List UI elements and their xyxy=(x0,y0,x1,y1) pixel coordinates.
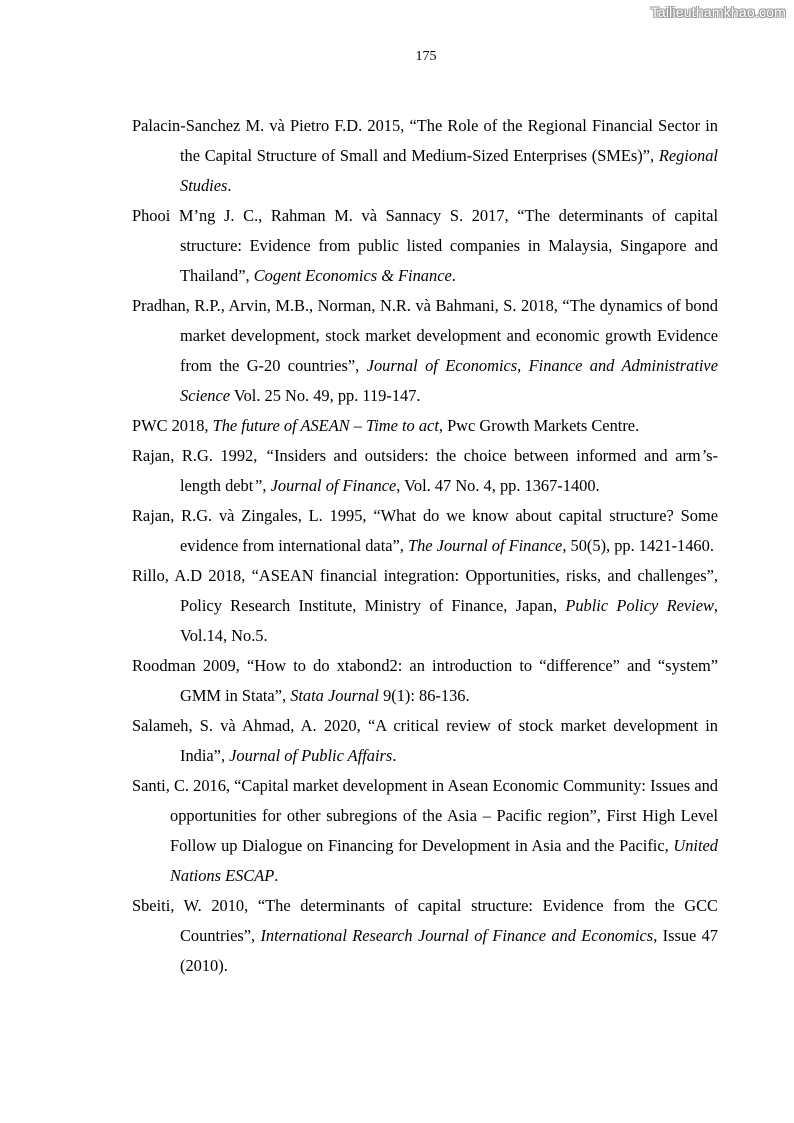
reference-entry xyxy=(132,201,718,291)
reference-italic-text: Journal of Public Affairs xyxy=(229,746,393,765)
reference-italic-text: Journal of Economics, Finance and Administrative Science xyxy=(180,356,718,405)
reference-text: , Issue 47 (2010). xyxy=(180,926,719,975)
reference-text: Santi, C. 2016, “Capital market development in Asean Economic Community: Issues and opportunities for other subregions of the Asia – Pacific region”, First High Level Follow up Dialogue on Financing for Development in Asia and the Pacific, xyxy=(132,776,718,855)
reference-italic-text: The future of ASEAN – Time to act xyxy=(212,416,439,435)
reference-entry xyxy=(132,561,718,651)
watermark-text: Tailieuthamkhao.com xyxy=(650,4,786,20)
reference-text: Salameh, S. và Ahmad, A. 2020, “A critical review of stock market development in India”, xyxy=(132,716,718,765)
reference-italic-text: ’ xyxy=(700,446,707,465)
reference-text: Pradhan, R.P., Arvin, M.B., Norman, N.R. và Bahmani, S. 2018, “The dynamics of bond market development, stock market development and economic growth Evidence from the G-20 countries”, xyxy=(132,296,718,375)
reference-italic-text: The Journal of Finance xyxy=(408,536,563,555)
reference-italic-text: United Nations ESCAP xyxy=(170,836,718,885)
reference-italic-text: International Research Journal of Finance and Economics xyxy=(260,926,654,945)
reference-italic-text: Journal of Finance xyxy=(270,476,397,495)
reference-entry xyxy=(132,711,718,771)
reference-text: Rajan, R.G. và Zingales, L. 1995, “What do we know about capital structure? Some evidence from international data”, xyxy=(132,506,718,555)
reference-italic-text: Cogent Economics & Finance xyxy=(253,266,452,285)
reference-text: Rajan, R.G. 1992, xyxy=(132,446,265,465)
page-number: 175 xyxy=(415,49,437,64)
reference-entry xyxy=(132,111,718,201)
reference-text: , Vol. 47 No. 4, pp. 1367-1400. xyxy=(396,476,600,495)
reference-text: Rillo, A.D 2018, “ASEAN financial integration: Opportunities, risks, and challenges”, Policy Research Institute, Ministry of Finance, Japan, xyxy=(132,566,718,615)
reference-text: Roodman 2009, “How to do xtabond2: an introduction to “difference” and “system” GMM in Stata”, xyxy=(132,656,718,705)
reference-text: s-length debt xyxy=(180,446,718,495)
reference-entry xyxy=(132,501,718,561)
reference-text: 9(1): 86-136. xyxy=(378,686,470,705)
reference-text: , Vol.14, No.5. xyxy=(180,596,719,645)
reference-text: Palacin-Sanchez M. và Pietro F.D. 2015, “The Role of the Regional Financial Sector in the Capital Structure of Small and Medium-Sized Enterprises (SMEs)”, xyxy=(132,116,718,165)
reference-entry xyxy=(132,771,718,891)
reference-italic-text: “ xyxy=(264,446,275,465)
reference-text: . xyxy=(274,866,279,885)
reference-text: , 50(5), pp. 1421-1460. xyxy=(562,536,714,555)
reference-text: , xyxy=(262,476,271,495)
reference-italic-text: Public Policy Review xyxy=(565,596,714,615)
reference-entry xyxy=(132,291,718,411)
reference-italic-text: Regional Studies xyxy=(180,146,718,195)
reference-entry xyxy=(132,891,718,981)
reference-entry xyxy=(132,651,718,711)
reference-italic-text: ” xyxy=(253,476,263,495)
reference-text: , Pwc Growth Markets Centre. xyxy=(438,416,640,435)
reference-text: Sbeiti, W. 2010, “The determinants of capital structure: Evidence from the GCC Countries”, xyxy=(132,896,718,945)
reference-text: Vol. 25 No. 49, pp. 119-147. xyxy=(230,386,421,405)
reference-italic-text: Stata Journal xyxy=(290,686,379,705)
reference-text: Insiders and outsiders: the choice between informed and arm xyxy=(274,446,701,465)
reference-text: . xyxy=(227,176,232,195)
reference-entry xyxy=(132,411,718,441)
reference-text: . xyxy=(451,266,456,285)
reference-list xyxy=(132,111,718,981)
reference-text: Phooi M’ng J. C., Rahman M. và Sannacy S. 2017, “The determinants of capital structure: Evidence from public listed companies in Malaysia, Singapore and Thailand”, xyxy=(132,206,718,285)
reference-entry xyxy=(132,441,718,501)
reference-text: . xyxy=(392,746,397,765)
reference-text: PWC 2018, xyxy=(132,416,213,435)
